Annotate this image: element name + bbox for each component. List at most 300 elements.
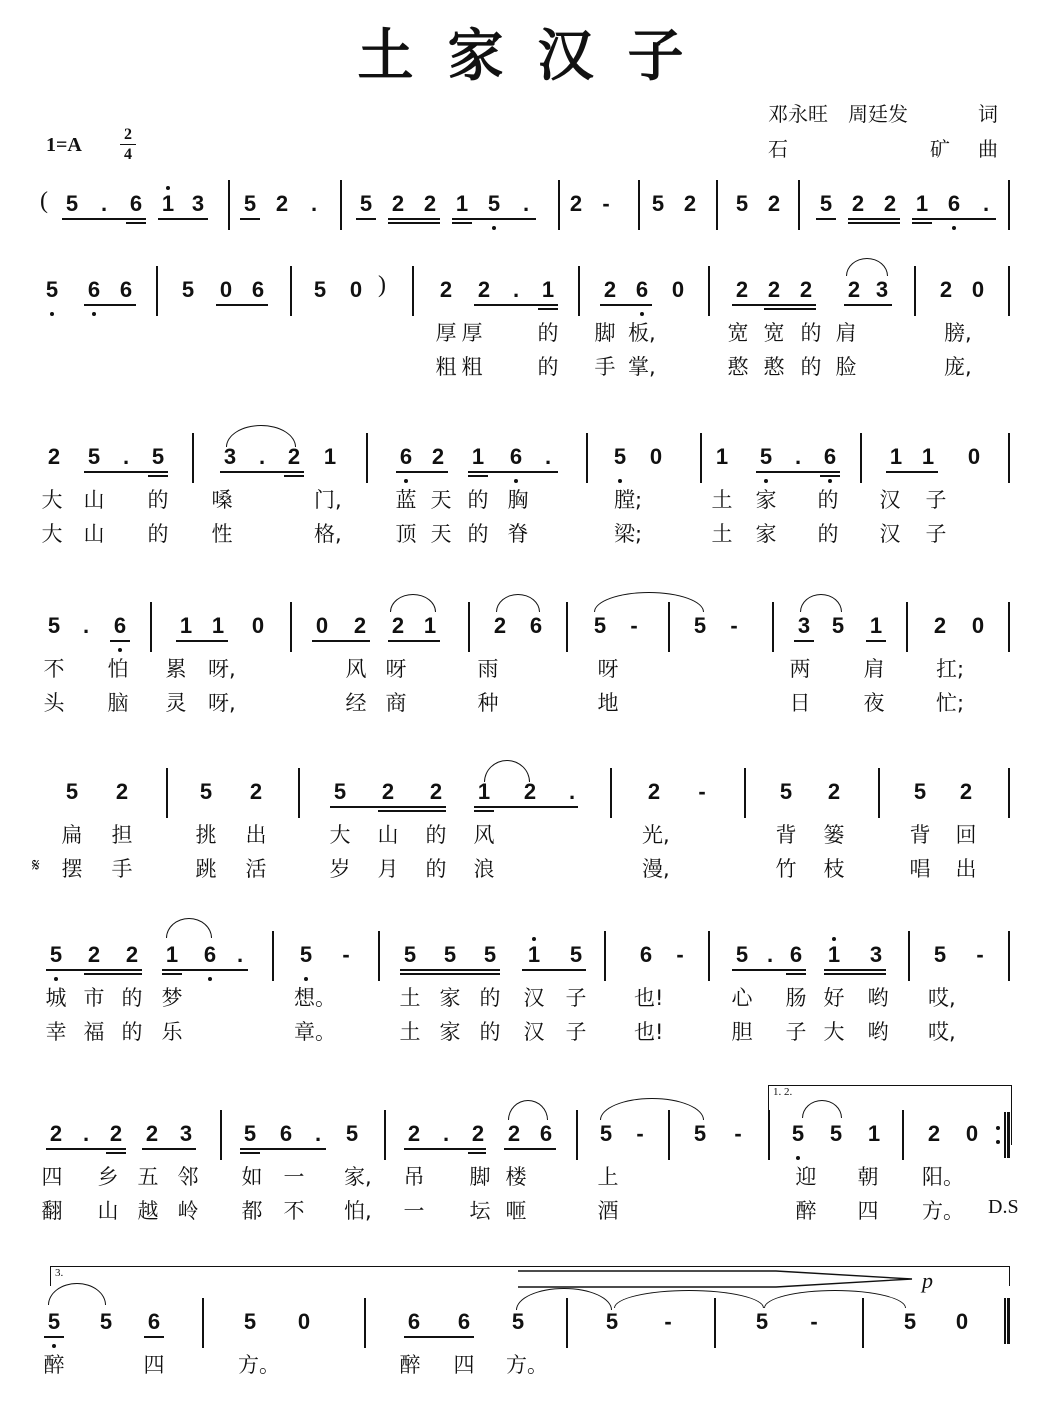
barline: [1008, 602, 1010, 652]
note: 1: [323, 444, 337, 469]
note: 2: [391, 191, 405, 216]
note: 2: [471, 1121, 485, 1146]
lyric-verse1: 土: [399, 986, 421, 1010]
slur-arc: [594, 592, 704, 612]
note: 5: [45, 277, 59, 302]
lyric-verse2: 子: [925, 522, 947, 546]
dash-extension: -: [602, 191, 610, 216]
barline: [700, 433, 702, 483]
lyric-verse2: 憨: [763, 355, 785, 379]
lyric-verse1: 的: [817, 488, 839, 512]
lyric-verse2: 夜: [863, 691, 885, 715]
underline-beam: [356, 218, 376, 220]
octave-dot-below: [54, 977, 58, 981]
lyric-verse2: 出: [955, 857, 977, 881]
slur-arc: [846, 258, 888, 276]
barline: [860, 433, 862, 483]
note: 2: [927, 1121, 941, 1146]
note: 6: [119, 277, 133, 302]
underline-beam: [46, 1148, 126, 1150]
note: 6: [113, 613, 127, 638]
barline: [908, 931, 910, 981]
lyric-verse2: 子: [785, 1020, 807, 1044]
note: 0: [965, 1121, 979, 1146]
lyric-verse2: 乐: [161, 1020, 183, 1044]
underline-beam: [142, 1148, 196, 1150]
underline-beam: [452, 218, 536, 220]
time-sig-top: 2: [124, 126, 132, 143]
note: 2: [735, 277, 749, 302]
underline-beam: [216, 304, 268, 306]
note: 5: [181, 277, 195, 302]
note: 3: [797, 613, 811, 638]
lyric-verse1: 四: [41, 1165, 63, 1189]
lyric-verse1: 想。: [294, 986, 336, 1010]
note: 5: [693, 1121, 707, 1146]
note: 2: [275, 191, 289, 216]
note: 6: [399, 444, 413, 469]
dot-extension: .: [122, 444, 130, 469]
note: 1: [541, 277, 555, 302]
note: 5: [345, 1121, 359, 1146]
dot-extension: .: [512, 277, 520, 302]
lyric-verse2: 的: [425, 857, 447, 881]
note: 6: [279, 1121, 293, 1146]
lyric-verse1: 心: [731, 986, 753, 1010]
underline-beam: [732, 304, 816, 306]
underline-beam-2: [400, 973, 500, 975]
note: 5: [299, 942, 313, 967]
note: 2: [431, 444, 445, 469]
lyric-verse2: 的: [467, 522, 489, 546]
note: 6: [529, 613, 543, 638]
lyric-verse2: 性: [211, 522, 233, 546]
lyric-verse2: 的: [800, 355, 822, 379]
note: 5: [693, 613, 707, 638]
lyric-verse1: 子: [925, 488, 947, 512]
underline-beam: [84, 304, 136, 306]
note: 5: [47, 613, 61, 638]
underline-beam-2: [824, 973, 886, 975]
note: 2: [507, 1121, 521, 1146]
lyric-verse2: 跳: [195, 857, 217, 881]
segno-sign: 𝄋: [32, 855, 40, 875]
dash-extension: -: [698, 779, 706, 804]
octave-dot-above: [166, 186, 170, 190]
lyric-verse1: 宽: [763, 321, 785, 345]
dot-extension: .: [258, 444, 266, 469]
barline: [576, 1110, 578, 1160]
lyric-verse2: 天: [430, 522, 452, 546]
lyric-verse2: 枝: [823, 857, 845, 881]
note: 0: [349, 277, 363, 302]
underline-beam-2: [378, 810, 446, 812]
note: 5: [47, 1309, 61, 1334]
lyric-verse1: 大: [41, 488, 63, 512]
lyric-verse1: 土: [711, 488, 733, 512]
octave-dot-below: [828, 479, 832, 483]
note: 0: [955, 1309, 969, 1334]
lyric-verse2: 脊: [507, 522, 529, 546]
lyric-verse1: 呀: [385, 657, 407, 681]
underline-beam: [404, 1148, 486, 1150]
lyric-verse1: 扁: [61, 823, 83, 847]
lyric-verse1: 阳。: [922, 1165, 964, 1189]
lyric-verse2: 福: [83, 1020, 105, 1044]
underline-beam-2: [162, 973, 182, 975]
note: 5: [483, 942, 497, 967]
note: 6: [509, 444, 523, 469]
lyric-verse1: 雨: [477, 657, 499, 681]
lyric-verse1: 四: [453, 1353, 475, 1377]
note: 5: [243, 1121, 257, 1146]
note: 6: [947, 191, 961, 216]
volta-3: 3.: [50, 1266, 1010, 1286]
lyric-verse1: 膀,: [944, 321, 972, 345]
note: 0: [315, 613, 329, 638]
note: 2: [353, 613, 367, 638]
underline-beam-2: [538, 308, 558, 310]
barline: [290, 602, 292, 652]
barline: [914, 266, 916, 316]
lyric-verse1: 好: [823, 986, 845, 1010]
lyric-verse1: 风: [473, 823, 495, 847]
barline: [412, 266, 414, 316]
octave-dot-below: [118, 648, 122, 652]
octave-dot-below: [52, 1344, 56, 1348]
lyric-verse1: 风: [345, 657, 367, 681]
lyric-verse2: 种: [477, 691, 499, 715]
note: 5: [65, 191, 79, 216]
underline-beam-2: [148, 475, 168, 477]
barline: [578, 266, 580, 316]
note: 5: [759, 444, 773, 469]
note: 0: [971, 277, 985, 302]
note: 2: [767, 191, 781, 216]
lyric-verse1: 光,: [642, 823, 670, 847]
note: 2: [883, 191, 897, 216]
lyric-verse1: 肩: [835, 321, 857, 345]
lyric-verse2: 手: [594, 355, 616, 379]
lyric-verse2: 土: [399, 1020, 421, 1044]
barline: [558, 180, 560, 230]
lyric-verse2: 漫,: [642, 857, 670, 881]
lyric-verse2: 翻: [41, 1199, 63, 1223]
note: 1: [165, 942, 179, 967]
lyric-verse2: 经: [345, 691, 367, 715]
lyric-verse1: 方。: [506, 1353, 548, 1377]
lyric-verse2: 岭: [177, 1199, 199, 1223]
octave-dot-below: [618, 479, 622, 483]
lyric-verse2: 竹: [775, 857, 797, 881]
dot-extension: .: [442, 1121, 450, 1146]
underline-beam: [110, 640, 130, 642]
note: 0: [649, 444, 663, 469]
lyric-verse2: 格,: [314, 522, 342, 546]
note: 2: [429, 779, 443, 804]
slur-arc: [48, 1283, 106, 1305]
decrescendo-hairpin: [516, 1268, 936, 1292]
lyric-verse2: 家: [755, 522, 777, 546]
barline: [586, 433, 588, 483]
composer-tail: 矿: [930, 137, 950, 161]
lyric-verse2: 憨: [727, 355, 749, 379]
note: 3: [179, 1121, 193, 1146]
lyric-verse1: 一: [283, 1165, 305, 1189]
underline-beam: [600, 304, 652, 306]
note: 1: [471, 444, 485, 469]
lyric-verse1: 厚: [461, 321, 483, 345]
dash-extension: -: [734, 1121, 742, 1146]
lyric-verse1: 汉: [879, 488, 901, 512]
note: 0: [671, 277, 685, 302]
lyric-verse2: 胆: [731, 1020, 753, 1044]
note: 5: [755, 1309, 769, 1334]
underline-beam: [240, 218, 260, 220]
note: 1: [915, 191, 929, 216]
lyric-verse2: 的: [817, 522, 839, 546]
lyric-verse1: 胸: [507, 488, 529, 512]
lyric-verse1: 不: [43, 657, 65, 681]
lyric-verse1: 累: [165, 657, 187, 681]
lyric-verse2: 岁: [329, 857, 351, 881]
underline-beam: [44, 1336, 64, 1338]
lyric-verse2: 粗: [435, 355, 457, 379]
underline-beam: [46, 969, 142, 971]
lyric-verse1: 脚: [469, 1165, 491, 1189]
dash-extension: -: [730, 613, 738, 638]
barline: [364, 1298, 366, 1348]
note: 6: [407, 1309, 421, 1334]
note: 5: [779, 779, 793, 804]
barline: [906, 602, 908, 652]
lyric-verse1: 乡: [97, 1165, 119, 1189]
underline-beam-2: [848, 222, 900, 224]
lyric-verse1: 方。: [238, 1353, 280, 1377]
note: 6: [823, 444, 837, 469]
lyric-verse1: 如: [241, 1165, 263, 1189]
lyric-verse1: 篓: [823, 823, 845, 847]
underline-beam-2: [764, 308, 816, 310]
underline-beam: [144, 1336, 164, 1338]
note: 2: [493, 613, 507, 638]
octave-dot-below: [304, 977, 308, 981]
note: 3: [223, 444, 237, 469]
lyric-verse1: 山: [83, 488, 105, 512]
lyric-verse1: 担: [111, 823, 133, 847]
dash-extension: -: [676, 942, 684, 967]
barline: [156, 266, 158, 316]
final-barline: [1004, 1298, 1010, 1344]
note: 2: [249, 779, 263, 804]
dynamic-piano: p: [922, 1268, 933, 1293]
lyric-verse2: 也!: [634, 1020, 664, 1044]
note: 1: [921, 444, 935, 469]
underline-beam: [158, 218, 208, 220]
lyric-verse2: 的: [147, 522, 169, 546]
note: 2: [569, 191, 583, 216]
lyric-verse1: 挑: [195, 823, 217, 847]
lyric-verse2: 大: [41, 522, 63, 546]
note: 2: [49, 1121, 63, 1146]
lyric-verse2: 手: [111, 857, 133, 881]
lyric-verse1: 家: [439, 986, 461, 1010]
lyric-verse2: 山: [97, 1199, 119, 1223]
volta-1-2: 1. 2.: [768, 1085, 1012, 1145]
lyric-verse1: 出: [245, 823, 267, 847]
dash-extension: -: [810, 1309, 818, 1334]
lyric-verse1: 子: [565, 986, 587, 1010]
lyric-verse1: 醉: [399, 1353, 421, 1377]
slur-arc: [508, 1100, 548, 1120]
lyric-verse2: 活: [245, 857, 267, 881]
dot-extension: .: [982, 191, 990, 216]
lyric-verse1: 邻: [177, 1165, 199, 1189]
underline-beam-2: [468, 1152, 486, 1154]
barline: [610, 768, 612, 818]
lyric-verse2: 顶: [395, 522, 417, 546]
note: 5: [151, 444, 165, 469]
lyric-verse2: 地: [597, 691, 619, 715]
lyric-verse2: 的: [479, 1020, 501, 1044]
barline: [468, 602, 470, 652]
note: 5: [359, 191, 373, 216]
note: 1: [527, 942, 541, 967]
lyric-verse2: 头: [43, 691, 65, 715]
note: 2: [407, 1121, 421, 1146]
lyric-verse2: 不: [283, 1199, 305, 1223]
note: 2: [767, 277, 781, 302]
note: 6: [639, 942, 653, 967]
underline-beam: [504, 1148, 556, 1150]
lyric-verse1: 的: [467, 488, 489, 512]
dash-extension: -: [342, 942, 350, 967]
underline-beam: [388, 640, 440, 642]
barline: [290, 266, 292, 316]
intro-paren-close: ): [378, 272, 386, 298]
underline-beam: [844, 304, 892, 306]
note: 6: [539, 1121, 553, 1146]
barline: [1008, 180, 1010, 230]
note: 3: [869, 942, 883, 967]
note: 2: [683, 191, 697, 216]
octave-dot-below: [92, 312, 96, 316]
barline: [1008, 266, 1010, 316]
underline-beam-2: [474, 810, 494, 812]
barline: [708, 266, 710, 316]
lyric-verse2: 山: [83, 522, 105, 546]
composer: 石: [768, 137, 788, 161]
lyric-verse2: 庞,: [944, 355, 972, 379]
lyricists: 邓永旺 周廷发: [768, 102, 908, 126]
underline-beam: [176, 640, 228, 642]
lyric-verse2: 忙;: [936, 691, 965, 715]
lyric-verse2: 日: [789, 691, 811, 715]
lyric-verse2: 越: [137, 1199, 159, 1223]
note: 0: [251, 613, 265, 638]
underline-beam: [396, 471, 448, 473]
note: 6: [635, 277, 649, 302]
underline-beam: [848, 218, 900, 220]
slur-arc: [166, 918, 212, 938]
lyric-verse1: 的: [425, 823, 447, 847]
dot-extension: .: [544, 444, 552, 469]
lyric-verse2: 汉: [879, 522, 901, 546]
underline-beam: [794, 640, 814, 642]
barline: [220, 1110, 222, 1160]
barline: [878, 768, 880, 818]
slur-arc: [600, 1098, 704, 1120]
note: 5: [511, 1309, 525, 1334]
underline-beam: [474, 806, 578, 808]
octave-dot-below: [50, 312, 54, 316]
lyric-verse2: 哟: [867, 1020, 889, 1044]
underline-beam: [400, 969, 500, 971]
note: 1: [211, 613, 225, 638]
composer-role: 曲: [978, 137, 998, 161]
octave-dot-above: [832, 937, 836, 941]
dot-extension: .: [236, 942, 244, 967]
underline-beam: [866, 640, 886, 642]
lyric-verse1: 楼: [505, 1165, 527, 1189]
note: 2: [125, 942, 139, 967]
underline-beam: [756, 471, 840, 473]
note: 2: [827, 779, 841, 804]
dot-extension: .: [310, 191, 318, 216]
lyric-verse1: 膛;: [614, 488, 643, 512]
lyric-verse1: 蓝: [395, 488, 417, 512]
dash-extension: -: [630, 613, 638, 638]
note: 2: [145, 1121, 159, 1146]
underline-beam: [62, 218, 146, 220]
lyric-verse1: 梦: [161, 986, 183, 1010]
octave-dot-below: [640, 312, 644, 316]
lyricist-role: 词: [978, 102, 998, 126]
note: 1: [715, 444, 729, 469]
underline-beam-2: [912, 222, 932, 224]
note: 2: [47, 444, 61, 469]
lyric-verse1: 家,: [344, 1165, 372, 1189]
barline: [166, 768, 168, 818]
underline-beam: [404, 1336, 474, 1338]
underline-beam: [474, 304, 558, 306]
lyric-verse1: 的: [537, 321, 559, 345]
octave-dot-below: [514, 479, 518, 483]
lyric-verse2: 子: [565, 1020, 587, 1044]
note: 5: [599, 1121, 613, 1146]
barline: [272, 931, 274, 981]
lyric-verse2: 汉: [523, 1020, 545, 1044]
underline-beam: [824, 969, 886, 971]
note: 6: [87, 277, 101, 302]
lyric-verse2: 幸: [45, 1020, 67, 1044]
lyric-verse2: 月: [377, 857, 399, 881]
lyric-verse1: 门,: [314, 488, 342, 512]
barline: [744, 768, 746, 818]
note: 2: [439, 277, 453, 302]
key-signature: 1=A: [46, 134, 82, 156]
underline-beam: [816, 218, 836, 220]
lyric-verse2: 灵: [165, 691, 187, 715]
underline-beam: [886, 471, 938, 473]
lyric-verse2: 商: [385, 691, 407, 715]
barline: [298, 768, 300, 818]
note: 5: [313, 277, 327, 302]
lyric-verse2: 呀,: [208, 691, 236, 715]
barline: [566, 602, 568, 652]
repeat-dot: [996, 1126, 1000, 1130]
lyric-verse1: 的: [121, 986, 143, 1010]
